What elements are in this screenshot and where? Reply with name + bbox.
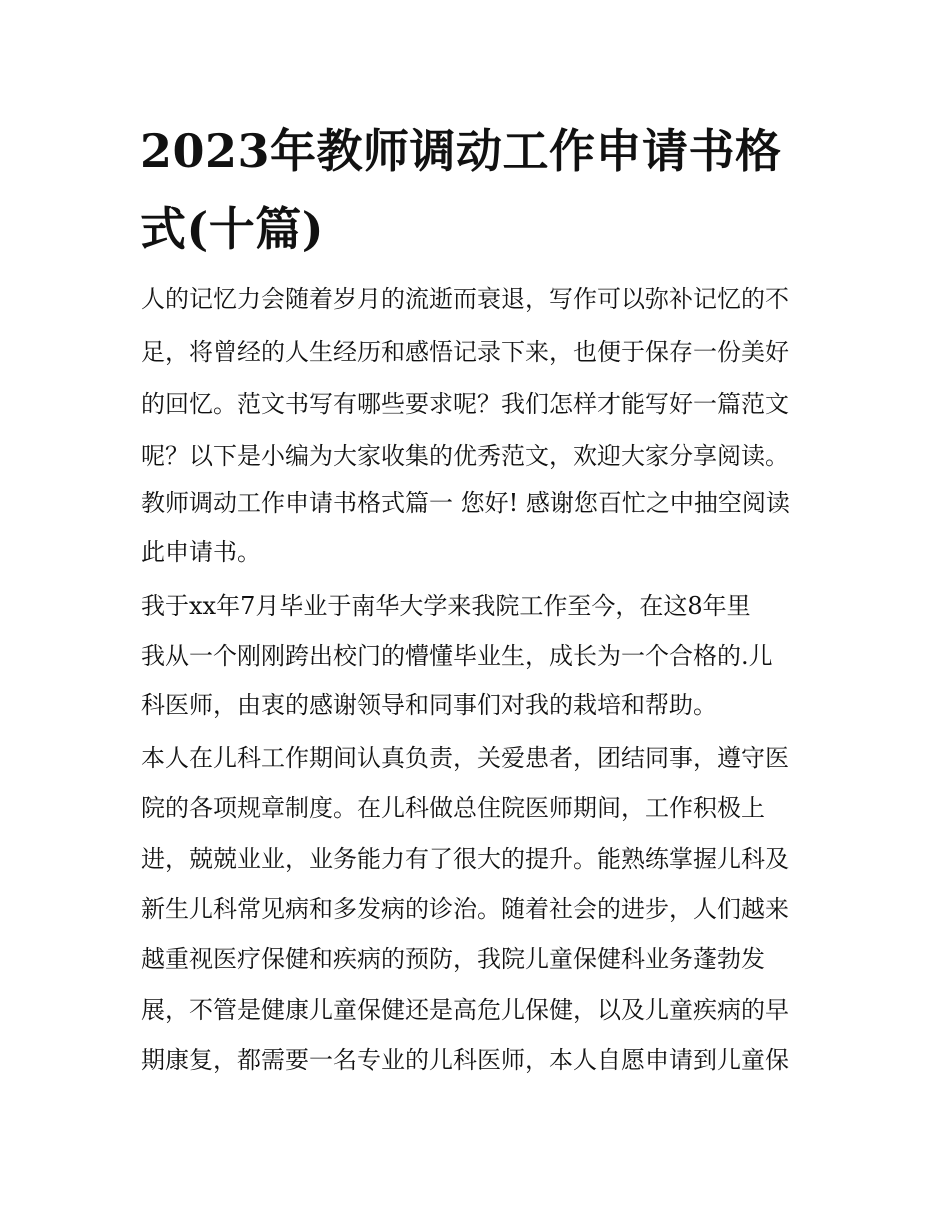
body-line: 进，兢兢业业，业务能力有了很大的提升。能熟练掌握儿科及 xyxy=(141,845,789,873)
body-line: 呢？以下是小编为大家收集的优秀范文，欢迎大家分享阅读。 xyxy=(141,442,789,470)
body-line: 我于xx年7月毕业于南华大学来我院工作至今，在这8年里 xyxy=(141,592,751,620)
body-line: 此申请书。 xyxy=(141,538,261,566)
body-line: 我从一个刚刚跨出校门的懵懂毕业生，成长为一个合格的.儿 xyxy=(141,642,773,670)
body-line: 人的记忆力会随着岁月的流逝而衰退，写作可以弥补记忆的不 xyxy=(141,285,789,313)
body-line: 的回忆。范文书写有哪些要求呢？我们怎样才能写好一篇范文 xyxy=(141,390,789,418)
document-title: 2023年教师调动工作申请书格式(十篇) xyxy=(140,124,782,256)
body-line: 展，不管是健康儿童保健还是高危儿保健，以及儿童疾病的早 xyxy=(141,996,789,1024)
body-line: 新生儿科常见病和多发病的诊治。随着社会的进步，人们越来 xyxy=(141,895,789,923)
body-line: 期康复，都需要一名专业的儿科医师，本人自愿申请到儿童保 xyxy=(141,1046,789,1074)
body-line: 本人在儿科工作期间认真负责，关爱患者，团结同事，遵守医 xyxy=(141,744,789,772)
body-line: 院的各项规章制度。在儿科做总住院医师期间，工作积极上 xyxy=(141,794,765,822)
body-line: 足，将曾经的人生经历和感悟记录下来，也便于保存一份美好 xyxy=(141,338,789,366)
body-line: 教师调动工作申请书格式篇一 您好! 感谢您百忙之中抽空阅读 xyxy=(141,489,790,517)
body-line: 科医师，由衷的感谢领导和同事们对我的栽培和帮助。 xyxy=(141,691,717,719)
body-line: 越重视医疗保健和疾病的预防，我院儿童保健科业务蓬勃发 xyxy=(141,945,765,973)
